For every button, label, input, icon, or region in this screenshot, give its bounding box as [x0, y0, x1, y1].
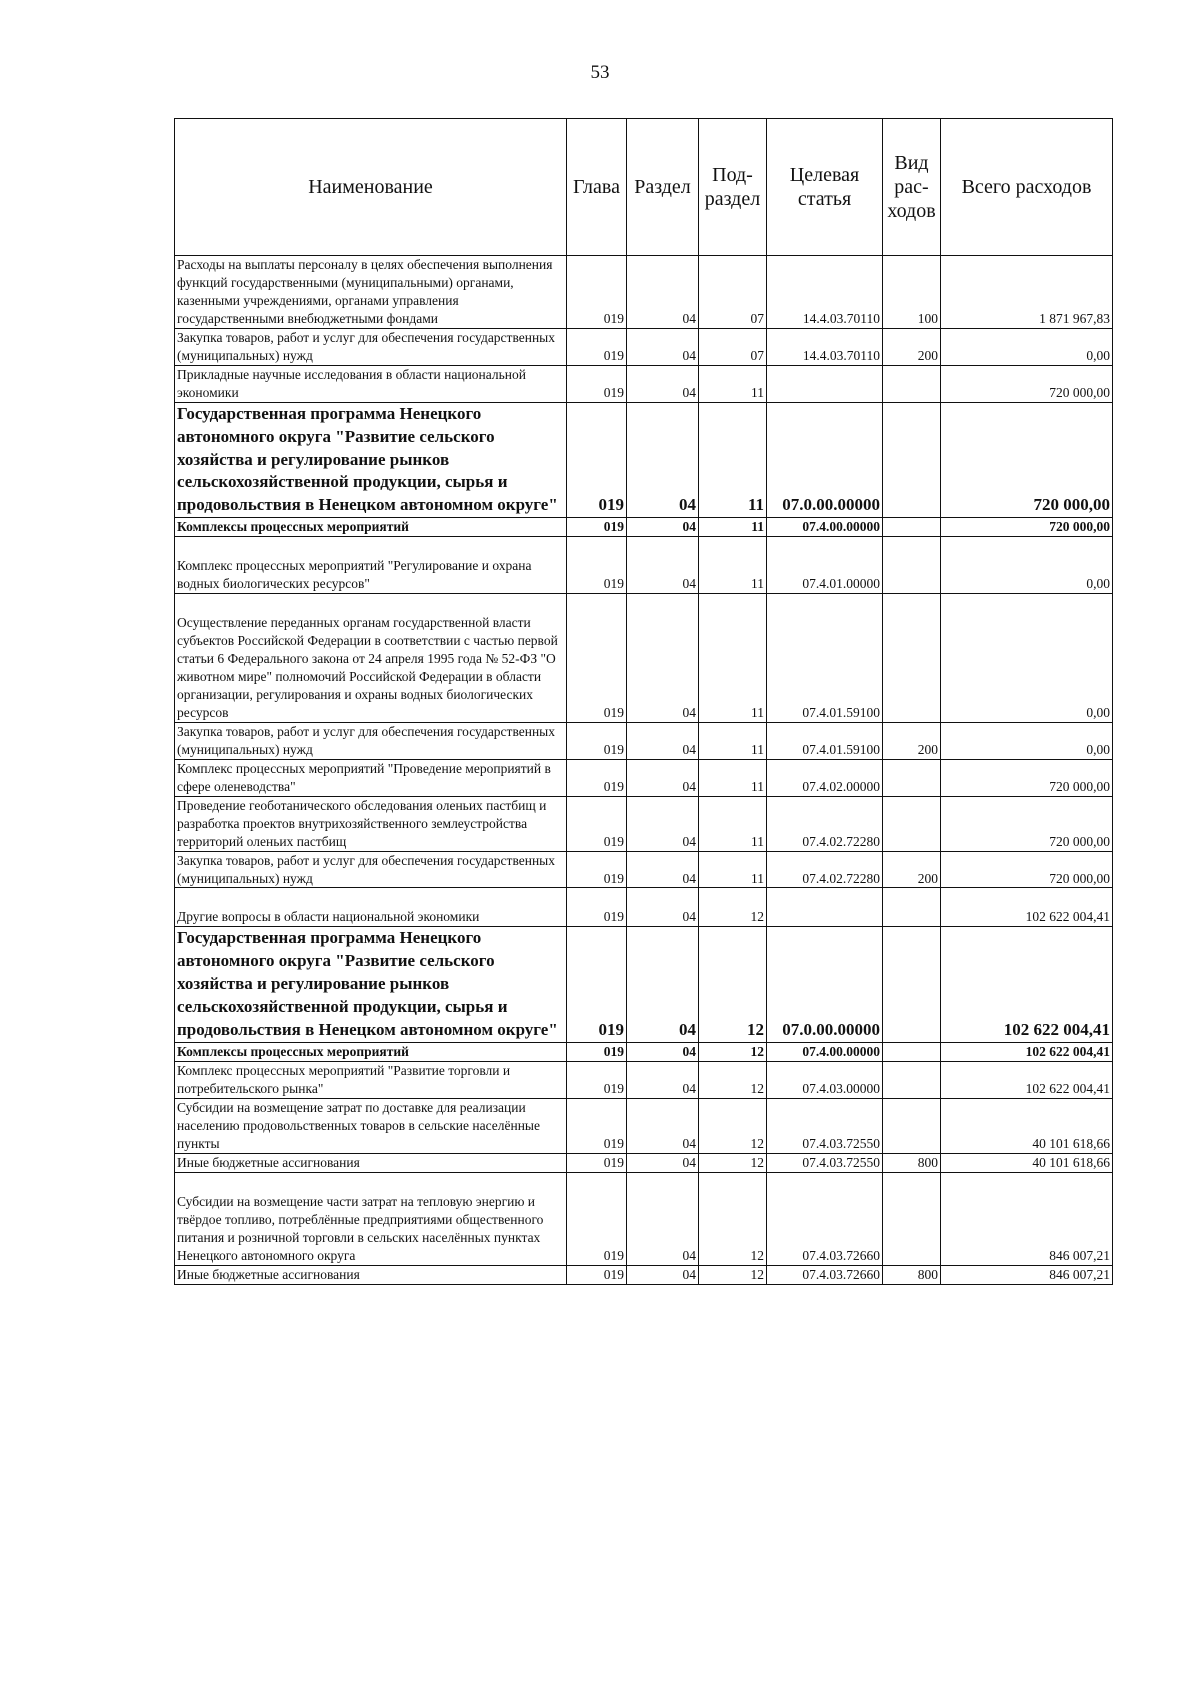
table-row-program [175, 927, 1113, 1043]
row-podrazdel: 11 [699, 851, 767, 888]
row-celevaya: 07.4.03.72550 [767, 1098, 883, 1153]
row-name: Комплексы процессных мероприятий [175, 518, 567, 537]
table-row [175, 1172, 1113, 1265]
table-row [175, 722, 1113, 759]
row-razdel: 04 [627, 594, 699, 723]
row-podrazdel: 11 [699, 759, 767, 796]
row-name: Иные бюджетные ассигнования [175, 1265, 567, 1284]
row-name: Иные бюджетные ассигнования [175, 1153, 567, 1172]
row-vsego: 0,00 [941, 594, 1113, 723]
row-vsego: 40 101 618,66 [941, 1098, 1113, 1153]
row-glava: 019 [567, 1043, 627, 1062]
table-row-complexes [175, 518, 1113, 537]
table-row [175, 537, 1113, 594]
row-vsego: 102 622 004,41 [941, 888, 1113, 927]
row-vsego: 720 000,00 [941, 518, 1113, 537]
row-razdel: 04 [627, 851, 699, 888]
row-glava: 019 [567, 888, 627, 927]
row-name: Закупка товаров, работ и услуг для обеспечения государственных (муниципальных) нужд [175, 722, 567, 759]
budget-table [174, 118, 1113, 1285]
table-row [175, 888, 1113, 927]
row-podrazdel: 11 [699, 722, 767, 759]
header-name: Наименование [175, 119, 567, 256]
table-row [175, 328, 1113, 365]
row-celevaya: 07.4.03.72660 [767, 1265, 883, 1284]
row-razdel: 04 [627, 1172, 699, 1265]
row-name: Осуществление переданных органам государственной власти субъектов Российской Федерации в соответствии с частью первой статьи 6 Федерального закона от 24 апреля 1995 года № 52-ФЗ "О животном мире" полномочий Российской Федерации в области организации, регулирования и охраны водных биологических ресурсов [175, 594, 567, 723]
row-podrazdel: 12 [699, 1062, 767, 1099]
row-podrazdel: 11 [699, 518, 767, 537]
row-celevaya: 07.0.00.00000 [767, 402, 883, 518]
row-razdel: 04 [627, 328, 699, 365]
row-podrazdel: 11 [699, 402, 767, 518]
row-name: Государственная программа Ненецкого автономного округа "Развитие сельского хозяйства и регулирование рынков сельскохозяйственной продукции, сырья и продовольствия в Ненецком автономном округе" [175, 927, 567, 1043]
row-razdel: 04 [627, 1043, 699, 1062]
row-podrazdel: 07 [699, 256, 767, 329]
row-razdel: 04 [627, 537, 699, 594]
row-glava: 019 [567, 328, 627, 365]
row-razdel: 04 [627, 256, 699, 329]
row-razdel: 04 [627, 759, 699, 796]
row-glava: 019 [567, 796, 627, 851]
row-glava: 019 [567, 759, 627, 796]
row-vsego: 720 000,00 [941, 365, 1113, 402]
row-celevaya: 07.4.02.72280 [767, 851, 883, 888]
row-celevaya: 07.4.03.72550 [767, 1153, 883, 1172]
row-podrazdel: 12 [699, 1043, 767, 1062]
row-glava: 019 [567, 518, 627, 537]
row-vsego: 0,00 [941, 537, 1113, 594]
header-celevaya: Целевая статья [767, 119, 883, 256]
row-celevaya: 14.4.03.70110 [767, 256, 883, 329]
row-glava: 019 [567, 1172, 627, 1265]
row-vid [883, 1098, 941, 1153]
row-podrazdel: 07 [699, 328, 767, 365]
table-row [175, 796, 1113, 851]
row-razdel: 04 [627, 1098, 699, 1153]
row-razdel: 04 [627, 722, 699, 759]
table-row [175, 256, 1113, 329]
row-celevaya: 14.4.03.70110 [767, 328, 883, 365]
row-glava: 019 [567, 1098, 627, 1153]
table-row [175, 1098, 1113, 1153]
row-vsego: 102 622 004,41 [941, 1043, 1113, 1062]
table-header [175, 119, 1113, 256]
row-podrazdel: 12 [699, 927, 767, 1043]
row-celevaya: 07.4.02.00000 [767, 759, 883, 796]
row-name: Комплекс процессных мероприятий "Проведение мероприятий в сфере оленеводства" [175, 759, 567, 796]
row-vid [883, 759, 941, 796]
row-podrazdel: 12 [699, 1153, 767, 1172]
row-celevaya: 07.0.00.00000 [767, 927, 883, 1043]
page-number: 53 [590, 62, 610, 83]
table-row-program [175, 402, 1113, 518]
row-vid [883, 537, 941, 594]
row-vid [883, 888, 941, 927]
row-name: Комплексы процессных мероприятий [175, 1043, 567, 1062]
table-row [175, 851, 1113, 888]
header-vsego: Всего расходов [941, 119, 1113, 256]
table-row [175, 1153, 1113, 1172]
row-name: Субсидии на возмещение части затрат на тепловую энергию и твёрдое топливо, потреблённые предприятиями общественного питания и розничной торговли в сельских населённых пунктах Ненецкого автономного округа [175, 1172, 567, 1265]
row-glava: 019 [567, 851, 627, 888]
row-celevaya: 07.4.02.72280 [767, 796, 883, 851]
row-glava: 019 [567, 537, 627, 594]
row-razdel: 04 [627, 402, 699, 518]
row-name: Закупка товаров, работ и услуг для обеспечения государственных (муниципальных) нужд [175, 851, 567, 888]
row-vid: 800 [883, 1153, 941, 1172]
row-vid: 800 [883, 1265, 941, 1284]
row-podrazdel: 11 [699, 365, 767, 402]
row-vsego: 846 007,21 [941, 1172, 1113, 1265]
row-glava: 019 [567, 1265, 627, 1284]
header-razdel: Раздел [627, 119, 699, 256]
row-vsego: 0,00 [941, 328, 1113, 365]
row-name: Прикладные научные исследования в области национальной экономики [175, 365, 567, 402]
row-name: Расходы на выплаты персоналу в целях обеспечения выполнения функций государственными (муниципальными) органами, казенными учреждениями, органами управления государственными внебюджетными фондами [175, 256, 567, 329]
row-vsego: 1 871 967,83 [941, 256, 1113, 329]
row-vsego: 720 000,00 [941, 851, 1113, 888]
row-vid [883, 365, 941, 402]
row-vid [883, 796, 941, 851]
row-vid [883, 402, 941, 518]
row-vsego: 720 000,00 [941, 759, 1113, 796]
row-celevaya [767, 888, 883, 927]
row-razdel: 04 [627, 888, 699, 927]
row-vid [883, 594, 941, 723]
row-vid [883, 1172, 941, 1265]
table-row-complexes [175, 1043, 1113, 1062]
row-vsego: 720 000,00 [941, 402, 1113, 518]
row-podrazdel: 12 [699, 1265, 767, 1284]
row-name: Закупка товаров, работ и услуг для обеспечения государственных (муниципальных) нужд [175, 328, 567, 365]
row-podrazdel: 12 [699, 888, 767, 927]
row-name: Государственная программа Ненецкого автономного округа "Развитие сельского хозяйства и регулирование рынков сельскохозяйственной продукции, сырья и продовольствия в Ненецком автономном округе" [175, 402, 567, 518]
row-razdel: 04 [627, 518, 699, 537]
row-podrazdel: 11 [699, 537, 767, 594]
row-glava: 019 [567, 1153, 627, 1172]
row-razdel: 04 [627, 365, 699, 402]
header-vid: Вид рас-ходов [883, 119, 941, 256]
header-podrazdel: Под-раздел [699, 119, 767, 256]
row-razdel: 04 [627, 1062, 699, 1099]
row-vid [883, 927, 941, 1043]
row-vid [883, 1043, 941, 1062]
row-name: Другие вопросы в области национальной экономики [175, 888, 567, 927]
row-name: Субсидии на возмещение затрат по доставке для реализации населению продовольственных товаров в сельские населённые пункты [175, 1098, 567, 1153]
row-name: Комплекс процессных мероприятий "Регулирование и охрана водных биологических ресурсов" [175, 537, 567, 594]
row-podrazdel: 12 [699, 1172, 767, 1265]
row-celevaya: 07.4.00.00000 [767, 1043, 883, 1062]
row-vid: 200 [883, 851, 941, 888]
row-celevaya: 07.4.00.00000 [767, 518, 883, 537]
table-row [175, 594, 1113, 723]
row-vsego: 0,00 [941, 722, 1113, 759]
row-razdel: 04 [627, 927, 699, 1043]
row-razdel: 04 [627, 796, 699, 851]
row-razdel: 04 [627, 1153, 699, 1172]
row-vsego: 846 007,21 [941, 1265, 1113, 1284]
row-celevaya: 07.4.03.00000 [767, 1062, 883, 1099]
row-podrazdel: 11 [699, 594, 767, 723]
row-glava: 019 [567, 722, 627, 759]
row-vid: 100 [883, 256, 941, 329]
row-podrazdel: 11 [699, 796, 767, 851]
row-vid: 200 [883, 722, 941, 759]
row-celevaya: 07.4.01.59100 [767, 722, 883, 759]
row-razdel: 04 [627, 1265, 699, 1284]
table-row [175, 1062, 1113, 1099]
row-glava: 019 [567, 1062, 627, 1099]
row-name: Комплекс процессных мероприятий "Развитие торговли и потребительского рынка" [175, 1062, 567, 1099]
table-row [175, 365, 1113, 402]
row-glava: 019 [567, 594, 627, 723]
row-podrazdel: 12 [699, 1098, 767, 1153]
row-glava: 019 [567, 927, 627, 1043]
header-glava: Глава [567, 119, 627, 256]
row-celevaya [767, 365, 883, 402]
table-row [175, 759, 1113, 796]
row-glava: 019 [567, 402, 627, 518]
table-row [175, 1265, 1113, 1284]
row-celevaya: 07.4.01.59100 [767, 594, 883, 723]
row-vid: 200 [883, 328, 941, 365]
row-celevaya: 07.4.01.00000 [767, 537, 883, 594]
row-vsego: 102 622 004,41 [941, 1062, 1113, 1099]
row-glava: 019 [567, 365, 627, 402]
row-vid [883, 1062, 941, 1099]
row-vsego: 40 101 618,66 [941, 1153, 1113, 1172]
row-vsego: 720 000,00 [941, 796, 1113, 851]
row-vsego: 102 622 004,41 [941, 927, 1113, 1043]
row-vid [883, 518, 941, 537]
row-celevaya: 07.4.03.72660 [767, 1172, 883, 1265]
row-name: Проведение геоботанического обследования оленьих пастбищ и разработка проектов внутрихозяйственного землеустройства территорий оленьих пастбищ [175, 796, 567, 851]
row-glava: 019 [567, 256, 627, 329]
